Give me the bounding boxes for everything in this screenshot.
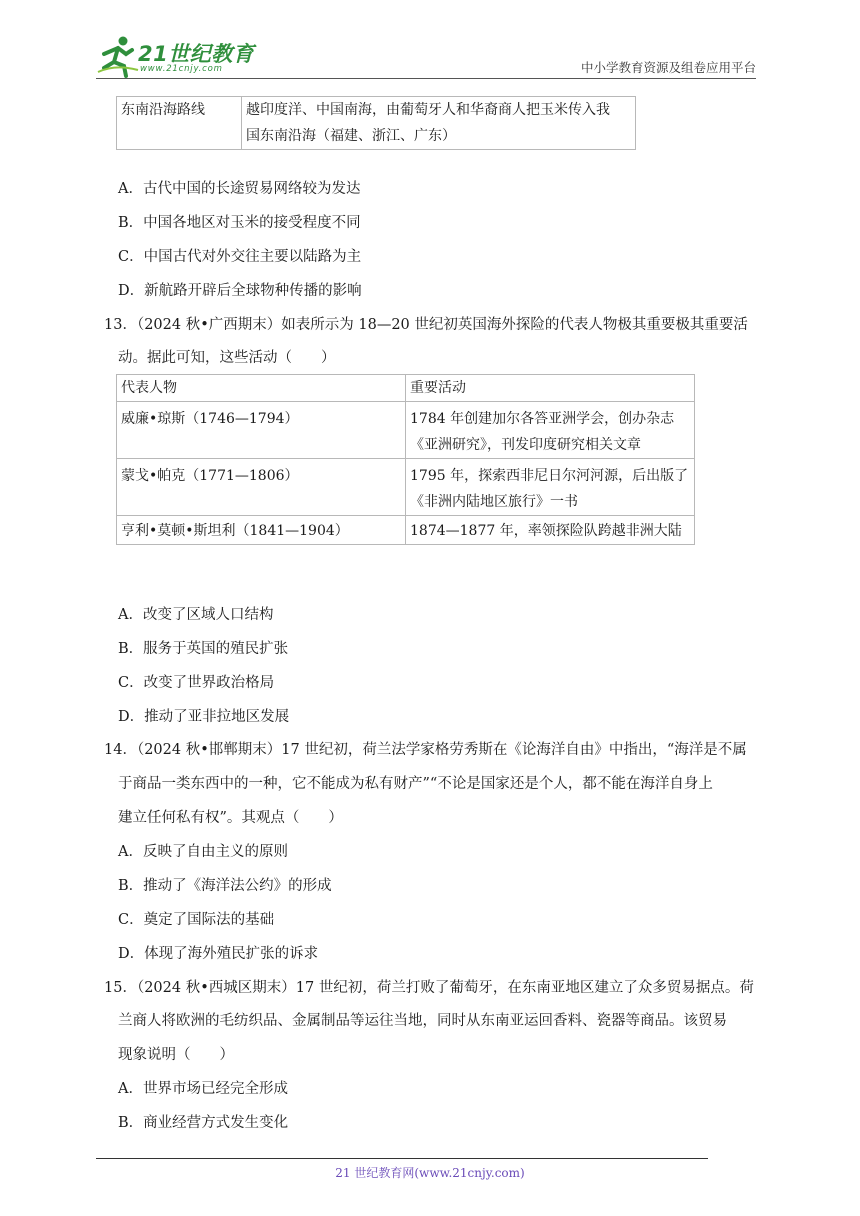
q12-route-table — [116, 96, 636, 150]
header-platform-text: 中小学教育资源及组卷应用平台 — [580, 60, 756, 75]
activity-cell — [406, 516, 695, 545]
logo-title: 21世纪教育 — [138, 42, 255, 66]
q15-stem-line: 15．（2024 秋•西城区期末）17 世纪初，荷兰打败了葡萄牙，在东南亚地区建立了众多贸易据点。荷 — [104, 980, 754, 996]
q15-stem-line: 现象说明（ ） — [118, 1047, 234, 1063]
q15-option-b[interactable]: B．商业经营方式发生变化 — [118, 1115, 289, 1131]
q13-option-c[interactable]: C．改变了世界政治格局 — [118, 675, 275, 691]
table-header-row — [117, 375, 695, 402]
table-row — [117, 459, 695, 516]
table-row — [117, 516, 695, 545]
route-desc-cell — [242, 97, 636, 150]
q15-stem-line: 兰商人将欧洲的毛纺织品、金属制品等运往当地，同时从东南亚运回香料、瓷器等商品。该贸易 — [118, 1013, 727, 1029]
column-header: 重要活动 — [406, 375, 695, 402]
q14-stem-line: 于商品一类东西中的一种，它不能成为私有财产”“不论是国家还是个人，都不能在海洋自身上 — [118, 776, 713, 792]
table-row — [117, 97, 636, 150]
q12-option-b[interactable]: B．中国各地区对玉米的接受程度不同 — [118, 215, 361, 231]
runner-logo-icon — [96, 34, 140, 78]
q13-explorer-table — [116, 374, 695, 545]
q13-option-a[interactable]: A．改变了区域人口结构 — [118, 607, 274, 623]
q14-option-d[interactable]: D．体现了海外殖民扩张的诉求 — [118, 946, 319, 962]
header-divider — [96, 78, 756, 79]
activity-line: 1874—1877 年，率领探险队跨越非洲大陆 — [410, 523, 682, 539]
route-desc-line: 国东南沿海（福建、浙江、广东） — [246, 128, 456, 144]
q12-option-d[interactable]: D．新航路开辟后全球物种传播的影响 — [118, 283, 362, 299]
q13-option-b[interactable]: B．服务于英国的殖民扩张 — [118, 641, 289, 657]
activity-cell — [406, 402, 695, 459]
q13-stem-line: 动。据此可知，这些活动（ ） — [118, 350, 336, 366]
q14-option-a[interactable]: A．反映了自由主义的原则 — [118, 844, 288, 860]
route-cell — [117, 97, 242, 150]
person-name: 威廉•琼斯（1746—1794） — [121, 411, 299, 427]
q14-stem-line: 建立任何私有权”。其观点（ ） — [118, 810, 343, 826]
activity-cell — [406, 459, 695, 516]
footer-divider — [96, 1158, 708, 1159]
person-name: 亨利•莫顿•斯坦利（1841—1904） — [121, 523, 349, 539]
q15-option-a[interactable]: A．世界市场已经完全形成 — [118, 1081, 288, 1097]
footer-link[interactable]: 21 世纪教育网(www.21cnjy.com) — [335, 1166, 525, 1180]
q12-option-a[interactable]: A．古代中国的长途贸易网络较为发达 — [118, 181, 361, 197]
activity-line: 《非洲内陆地区旅行》一书 — [410, 494, 578, 510]
site-logo — [96, 34, 256, 78]
table-row — [117, 402, 695, 459]
person-cell — [117, 516, 406, 545]
person-name: 蒙戈•帕克（1771—1806） — [121, 468, 299, 484]
logo-url: www.21cnjy.com — [140, 64, 223, 74]
q12-option-c[interactable]: C．中国古代对外交往主要以陆路为主 — [118, 249, 362, 265]
person-cell — [117, 459, 406, 516]
person-cell — [117, 402, 406, 459]
activity-line: 1784 年创建加尔各答亚洲学会，创办杂志 — [410, 411, 675, 427]
q14-option-b[interactable]: B．推动了《海洋法公约》的形成 — [118, 878, 332, 894]
q13-option-d[interactable]: D．推动了亚非拉地区发展 — [118, 709, 290, 725]
route-desc-line: 越印度洋、中国南海，由葡萄牙人和华裔商人把玉米传入我 — [246, 102, 610, 118]
q13-stem-line: 13．（2024 秋•广西期末）如表所示为 18—20 世纪初英国海外探险的代表人物极其重要极其重要活 — [104, 317, 748, 333]
column-header: 代表人物 — [117, 375, 406, 402]
route-name: 东南沿海路线 — [121, 102, 205, 118]
q14-stem-line: 14．（2024 秋•邯郸期末）17 世纪初，荷兰法学家格劳秀斯在《论海洋自由》中指出，“海洋是不属 — [104, 742, 747, 758]
q14-option-c[interactable]: C．奠定了国际法的基础 — [118, 912, 275, 928]
activity-line: 《亚洲研究》，刊发印度研究相关文章 — [410, 437, 641, 453]
activity-line: 1795 年，探索西非尼日尔河河源，后出版了 — [410, 468, 689, 484]
